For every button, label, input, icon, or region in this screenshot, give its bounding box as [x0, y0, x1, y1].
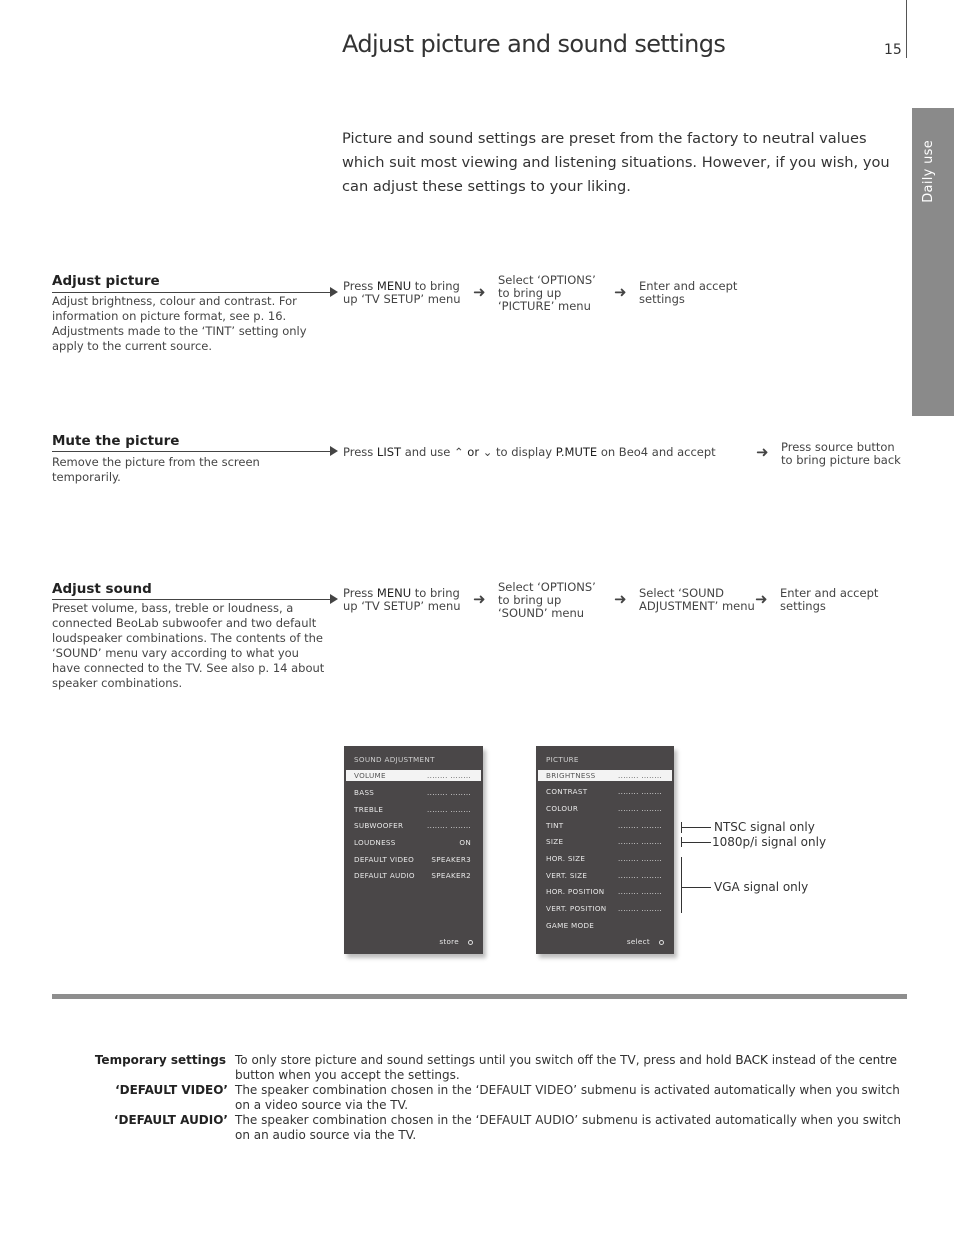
menu-row: SUBWOOFER ........ ........ — [354, 821, 471, 830]
arrow-icon: ➜ — [756, 443, 769, 461]
mute-picture-step-1: Press LIST and use ⌃ or ⌄ to display P.MUTE on Beo4 and accept — [343, 445, 716, 459]
side-tab-label: Daily use — [921, 140, 936, 203]
menu-row: BRIGHTNESS ........ ........ — [538, 770, 672, 781]
bracket-line — [681, 842, 711, 843]
side-tab — [912, 108, 954, 416]
menu-row: COLOUR ........ ........ — [546, 804, 662, 813]
menu-row: HOR. SIZE ........ ........ — [546, 854, 662, 863]
page-number: 15 — [884, 42, 902, 58]
menu-title: SOUND ADJUSTMENT — [354, 755, 435, 764]
arrow-icon: ➜ — [614, 283, 627, 301]
up-chevron-icon: ⌃ — [454, 445, 464, 459]
sound-adjustment-menu — [344, 746, 483, 954]
adjust-picture-step-1: Press MENU to bring up ‘TV SETUP’ menu — [343, 279, 461, 306]
menu-row: TINT ........ ........ — [546, 821, 662, 830]
mute-picture-step-2: Press source button to bring picture back — [781, 440, 901, 467]
adjust-sound-step-1: Press MENU to bring up ‘TV SETUP’ menu — [343, 586, 461, 613]
adjust-picture-desc: Adjust brightness, colour and contrast. For information on picture format, see p. 16. Adjustments made to the ‘TINT’ setting only apply to the current source. — [52, 294, 307, 353]
mute-picture-title: Mute the picture — [52, 433, 180, 449]
ntsc-annotation: NTSC signal only — [714, 820, 815, 834]
adjust-sound-step-3: Select ‘SOUND ADJUSTMENT’ menu — [639, 586, 755, 613]
adjust-picture-rule — [52, 292, 332, 293]
def-label-default-audio: ‘DEFAULT AUDIO’ — [113, 1113, 228, 1127]
circle-icon — [468, 940, 473, 945]
down-chevron-icon: ⌄ — [482, 445, 493, 459]
intro-text: Picture and sound settings are preset from the factory to neutral values which suit most viewing and listening situations. However, if you wish, you can adjust these settings to your liking. — [342, 130, 890, 195]
def-text-default-video: The speaker combination chosen in the ‘DEFAULT VIDEO’ submenu is activated automatically when you switch on a video source via the TV. — [235, 1083, 900, 1112]
vga-annotation: VGA signal only — [714, 880, 809, 894]
header-rule — [906, 0, 907, 58]
bracket-line — [681, 857, 682, 913]
menu-row: GAME MODE — [546, 921, 595, 930]
bracket-line — [681, 887, 711, 888]
adjust-picture-title: Adjust picture — [52, 273, 160, 289]
mute-picture-desc: Remove the picture from the screen temporarily. — [52, 455, 260, 484]
arrow-icon: ➜ — [473, 283, 486, 301]
menu-row: TREBLE ........ ........ — [354, 805, 471, 814]
arrow-icon: ➜ — [614, 590, 627, 608]
def-text-temporary: To only store picture and sound settings until you switch off the TV, press and hold BACK instead of the centre button when you accept the settings. — [235, 1053, 898, 1082]
circle-icon — [659, 940, 664, 945]
menu-row: VERT. SIZE ........ ........ — [546, 871, 662, 880]
adjust-picture-step-3: Enter and accept settings — [639, 279, 738, 306]
menu-row: VOLUME ........ ........ — [346, 770, 481, 781]
menu-title: PICTURE — [546, 755, 579, 764]
picture-menu — [536, 746, 674, 954]
menu-footer: select — [627, 937, 664, 946]
adjust-sound-title: Adjust sound — [52, 581, 152, 597]
menu-row: DEFAULT AUDIO SPEAKER2 — [354, 871, 471, 880]
1080p-annotation: 1080p/i signal only — [712, 835, 827, 849]
adjust-sound-step-2: Select ‘OPTIONS’ to bring up ‘SOUND’ menu — [498, 580, 596, 620]
menu-footer: store — [439, 937, 473, 946]
def-label-default-video: ‘DEFAULT VIDEO’ — [115, 1083, 228, 1097]
arrow-icon — [330, 594, 338, 604]
menu-row: DEFAULT VIDEO SPEAKER3 — [354, 855, 471, 864]
adjust-sound-desc: Preset volume, bass, treble or loudness, a connected BeoLab subwoofer and two default loudspeaker combinations. The contents of the ‘SOUND’ menu vary according to what you have connected to the TV. See also p. 14 about speaker combinations. — [52, 601, 325, 690]
menu-row: LOUDNESS ON — [354, 838, 471, 847]
adjust-sound-step-4: Enter and accept settings — [780, 586, 879, 613]
menu-row: HOR. POSITION ........ ........ — [546, 887, 662, 896]
menu-row: VERT. POSITION ........ ........ — [546, 904, 662, 913]
section-divider — [52, 994, 907, 999]
adjust-sound-rule — [52, 599, 332, 600]
bracket-line — [681, 827, 711, 828]
adjust-picture-step-2: Select ‘OPTIONS’ to bring up ‘PICTURE’ menu — [498, 273, 596, 313]
menu-row: BASS ........ ........ — [354, 788, 471, 797]
def-label-temporary: Temporary settings — [94, 1053, 226, 1067]
menu-row: SIZE ........ ........ — [546, 837, 662, 846]
page-title: Adjust picture and sound settings — [342, 30, 726, 58]
arrow-icon: ➜ — [755, 590, 768, 608]
def-text-default-audio: The speaker combination chosen in the ‘DEFAULT AUDIO’ submenu is activated automatically when you switch on an audio source via the TV. — [235, 1113, 901, 1142]
arrow-icon — [330, 287, 338, 297]
mute-picture-rule — [52, 451, 332, 452]
menu-row: CONTRAST ........ ........ — [546, 787, 662, 796]
arrow-icon: ➜ — [473, 590, 486, 608]
